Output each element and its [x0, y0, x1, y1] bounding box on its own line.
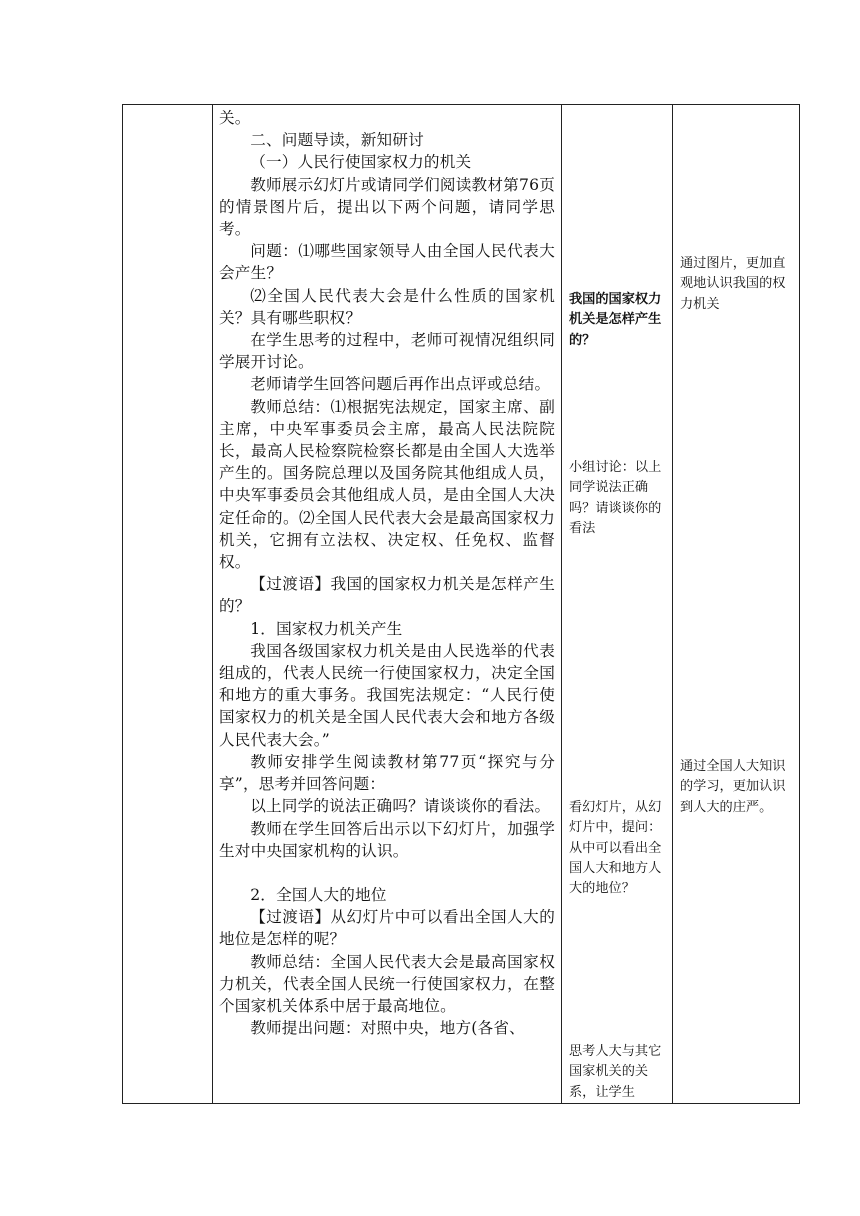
- paragraph: 教师展示幻灯片或请同学们阅读教材第76页的情景图片后，提出以下两个问题，请同学思考。: [219, 175, 555, 239]
- student-note: 小组讨论：以上同学说法正确吗？请谈谈你的看法: [569, 460, 662, 536]
- question: 问题：⑴哪些国家领导人由全国人民代表大会产生？: [219, 242, 555, 283]
- transition: 【过渡语】我国的国家权力机关是怎样产生的？: [219, 575, 555, 616]
- teacher-summary: 教师总结：⑴根据宪法规定，国家主席、副主席，中央军事委员会主席，最高人民法院院长，最高人民检察院检察长都是由全国人大选举产生的。国务院总理以及国务院其他组成人员，中央军事委员会其他组成人员，是由全国人大决定任命的。⑵全国人民代表大会是最高国家权力机关，它拥有立法权、决定权、任免权、监督权。: [219, 397, 555, 572]
- section-heading: 1．国家权力机关产生: [250, 619, 403, 638]
- paragraph: 关。: [219, 109, 251, 127]
- paragraph: 以上同学的说法正确吗？请谈谈你的看法。: [250, 797, 551, 816]
- design-intent-column: [673, 105, 800, 1103]
- paragraph: 教师提出问题：对照中央，地方(各省、: [250, 1019, 525, 1038]
- paragraph: 我国各级国家权力机关是由人民选举的代表组成的，代表人民统一行使国家权力，决定全国和地方的重大事务。我国宪法规定：“人民行使国家权力的机关是全国人民代表大会和地方各级人民代表大会。”: [219, 641, 555, 749]
- student-note: 思考人大与其它国家机关的关系，让学生: [569, 1044, 662, 1100]
- paragraph: 在学生思考的过程中，老师可视情况组织同学展开讨论。: [219, 331, 555, 372]
- blank-line: [219, 862, 555, 884]
- subsection-heading: （一）人民行使国家权力的机关: [250, 153, 472, 172]
- paragraph: 教师安排学生阅读教材第77页“探究与分享”，思考并回答问题：: [219, 752, 555, 794]
- question: ⑵全国人民代表大会是什么性质的国家机关？具有哪些职权？: [219, 286, 555, 327]
- design-note: 通过图片，更加直观地认识我国的权力机关: [680, 256, 786, 312]
- section-column: [123, 105, 212, 1103]
- section-heading: 2．全国人大的地位: [250, 885, 387, 904]
- student-note: 看幻灯片，从幻灯片中，提问：从中可以看出全国人大和地方人大的地位？: [569, 800, 662, 897]
- student-note: 我国的国家权力机关是怎样产生的？: [569, 292, 662, 348]
- lesson-plan-table: [122, 104, 800, 1104]
- student-activity-column: [562, 105, 672, 1103]
- section-heading: 二、问题导读，新知研讨: [250, 131, 424, 150]
- design-note: 通过全国人大知识的学习，更加认识到人大的庄严。: [680, 759, 786, 815]
- paragraph: 教师在学生回答后出示以下幻灯片，加强学生对中央国家机构的认识。: [219, 819, 555, 860]
- paragraph: 老师请学生回答问题后再作出点评或总结。: [250, 375, 551, 394]
- teaching-process-column: [213, 105, 561, 1103]
- transition: 【过渡语】从幻灯片中可以看出全国人大的地位是怎样的呢？: [219, 908, 555, 949]
- teacher-summary: 教师总结：全国人民代表大会是最高国家权力机关，代表全国人民统一行使国家权力，在整个国家机关体系中居于最高地位。: [219, 952, 555, 1015]
